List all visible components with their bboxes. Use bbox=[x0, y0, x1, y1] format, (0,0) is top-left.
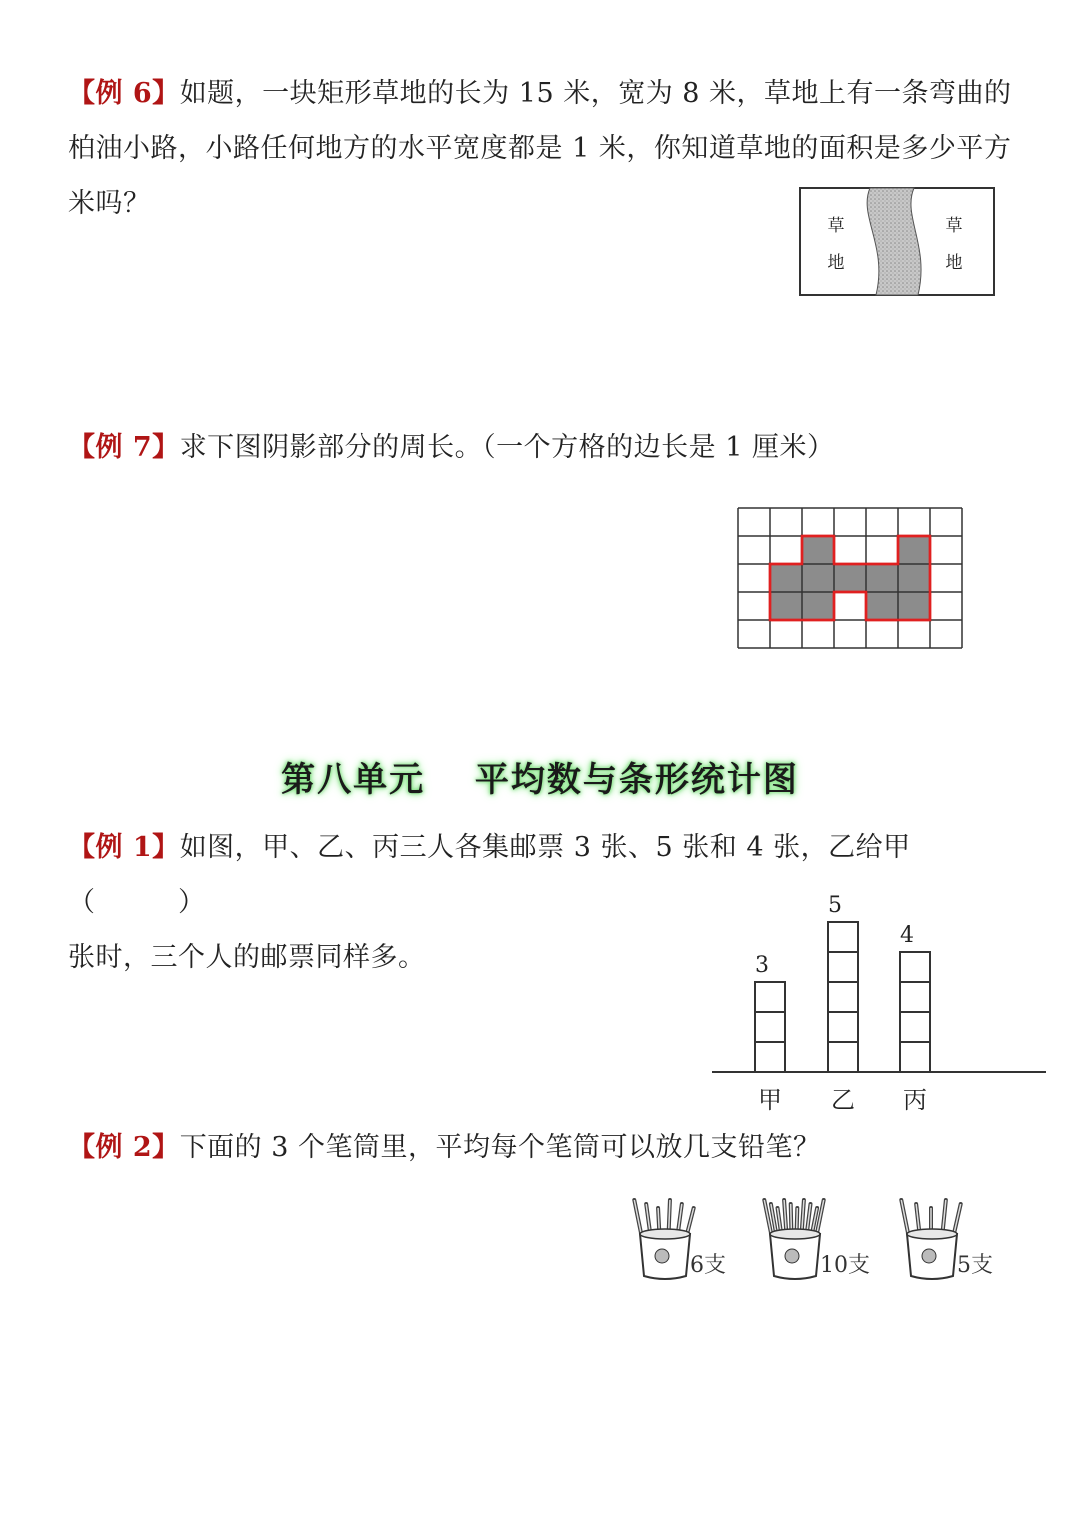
bar-unit-乙 bbox=[828, 982, 858, 1012]
grid-cell bbox=[738, 572, 770, 600]
cup-decoration-icon bbox=[922, 1249, 936, 1263]
bar-unit-丙 bbox=[900, 1012, 930, 1042]
example1-tag: 【例 1】 bbox=[68, 832, 180, 863]
example2-tag: 【例 2】 bbox=[68, 1132, 180, 1163]
pencil-cups-figure bbox=[620, 1190, 1000, 1290]
bar-value-label: 5 bbox=[828, 893, 842, 918]
grid-cell bbox=[930, 572, 962, 600]
grid-cell bbox=[930, 508, 962, 536]
bar-value-label: 4 bbox=[900, 923, 914, 948]
grid-cell bbox=[898, 636, 930, 664]
grid-cell bbox=[930, 636, 962, 664]
grid-cell bbox=[738, 604, 770, 632]
pencil-cup bbox=[634, 1200, 726, 1279]
bar-unit-甲 bbox=[755, 982, 785, 1012]
category-label: 丙 bbox=[903, 1086, 927, 1114]
lawn-label-left-bottom: 地 bbox=[827, 253, 845, 273]
grid-cell bbox=[738, 508, 770, 536]
category-label: 甲 bbox=[758, 1086, 782, 1114]
cup-count-label: 5支 bbox=[957, 1253, 993, 1278]
example2-question: 下面的 3 个笔筒里，平均每个笔筒可以放几支铅笔？ bbox=[179, 1132, 821, 1163]
category-label: 乙 bbox=[831, 1086, 855, 1114]
bar-unit-乙 bbox=[828, 922, 858, 952]
grid-cell bbox=[802, 508, 834, 536]
example6-line3: 米吗？ bbox=[68, 188, 151, 219]
cup-rim bbox=[640, 1229, 690, 1239]
grid-cell bbox=[866, 508, 898, 536]
cup-count-label: 10支 bbox=[820, 1253, 870, 1278]
grid-cell bbox=[770, 636, 802, 664]
cup-rim bbox=[907, 1229, 957, 1239]
example2-text bbox=[68, 1120, 1018, 1175]
grid-cell bbox=[770, 508, 802, 536]
pencil-cup bbox=[901, 1200, 993, 1279]
example7-question: 求下图阴影部分的周长。（一个方格的边长是 1 厘米） bbox=[179, 432, 835, 463]
example7-tag: 【例 7】 bbox=[68, 432, 180, 463]
cup-decoration-icon bbox=[655, 1249, 669, 1263]
bar-unit-甲 bbox=[755, 1012, 785, 1042]
lawn-label-right-top: 草 bbox=[945, 216, 963, 236]
bar-unit-乙 bbox=[828, 952, 858, 982]
grid-figure bbox=[738, 508, 968, 653]
stamp-bar-chart bbox=[710, 880, 1050, 1120]
bar-unit-乙 bbox=[828, 1042, 858, 1072]
bar-unit-丙 bbox=[900, 982, 930, 1012]
cup-rim bbox=[770, 1229, 820, 1239]
bar-unit-丙 bbox=[900, 1042, 930, 1072]
grid-cell bbox=[866, 636, 898, 664]
bar-unit-丙 bbox=[900, 952, 930, 982]
unit-title: 第八单元 平均数与条形统计图 bbox=[281, 760, 799, 800]
cup-decoration-icon bbox=[785, 1249, 799, 1263]
bar-unit-乙 bbox=[828, 1012, 858, 1042]
lawn-label-right-bottom: 地 bbox=[945, 253, 963, 273]
bar-unit-甲 bbox=[755, 1042, 785, 1072]
grid-cell bbox=[834, 508, 866, 536]
lawn-figure bbox=[798, 186, 996, 298]
grid-cell bbox=[898, 508, 930, 536]
example6-tag: 【例 6】 bbox=[68, 78, 180, 109]
grid-cell bbox=[834, 636, 866, 664]
example6-line2: 柏油小路，小路任何地方的水平宽度都是 1 米，你知道草地的面积是多少平方 bbox=[68, 133, 1012, 164]
example1-line2: 张时，三个人的邮票同样多。 bbox=[68, 942, 426, 973]
grid-cell bbox=[930, 604, 962, 632]
grid-cell bbox=[802, 636, 834, 664]
pencil-cup bbox=[764, 1200, 870, 1279]
bar-value-label: 3 bbox=[755, 953, 769, 978]
grid-cell bbox=[738, 636, 770, 664]
example7-text bbox=[68, 420, 1018, 475]
example6-line1: 如题，一块矩形草地的长为 15 米，宽为 8 米，草地上有一条弯曲的 bbox=[179, 78, 1012, 109]
cup-count-label: 6支 bbox=[690, 1253, 726, 1278]
grid-cell bbox=[834, 604, 866, 632]
example1-line1: 如图，甲、乙、丙三人各集邮票 3 张、5 张和 4 张，乙给甲（ ） bbox=[68, 832, 911, 918]
lawn-label-left-top: 草 bbox=[827, 216, 845, 236]
